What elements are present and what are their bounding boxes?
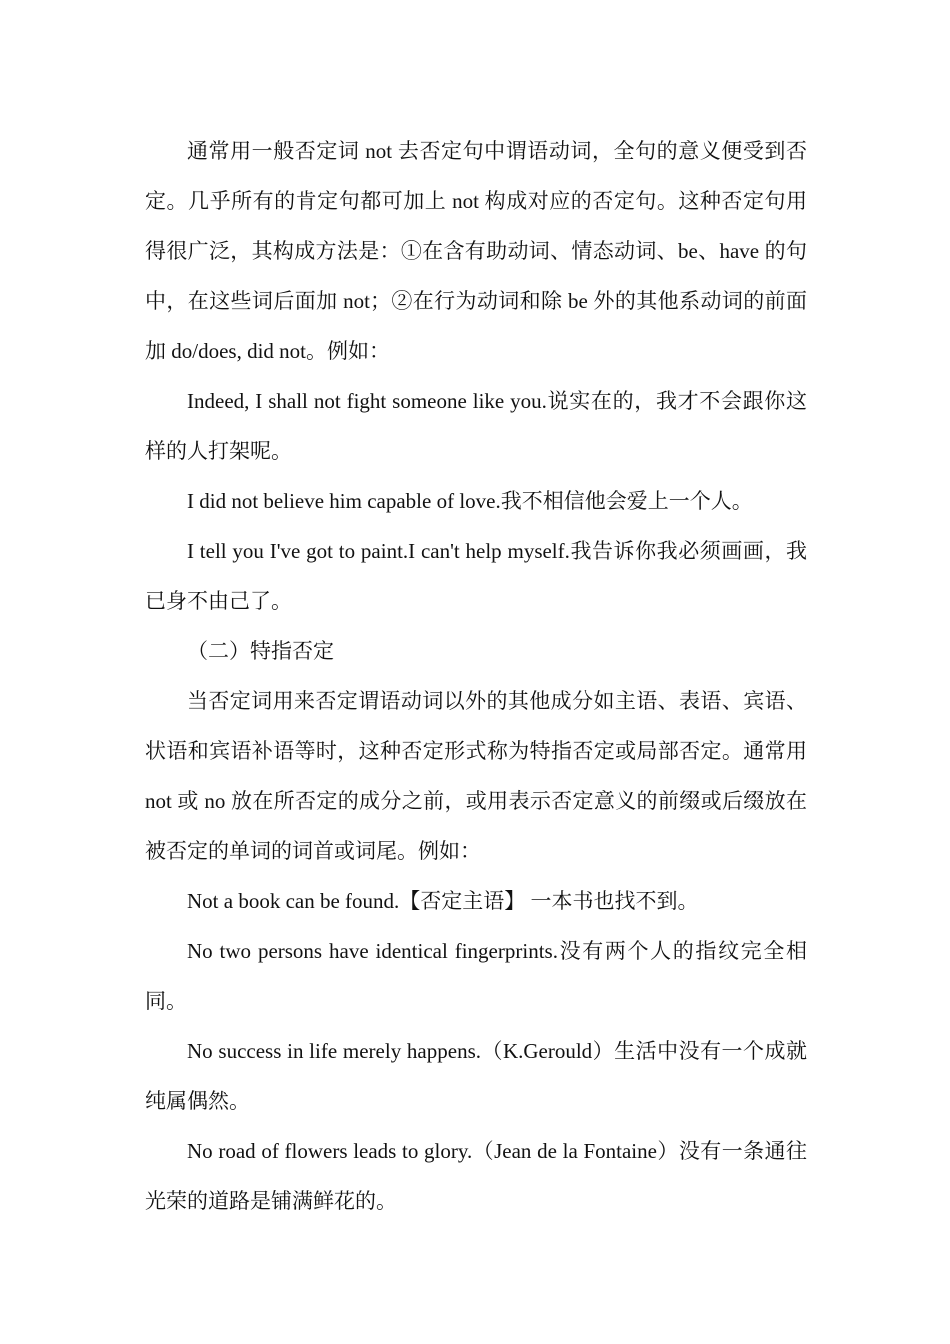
paragraph-example-success: No success in life merely happens.（K.Gerould）生活中没有一个成就纯属偶然。 bbox=[145, 1039, 807, 1113]
paragraph-special-negation-intro: 当否定词用来否定谓语动词以外的其他成分如主语、表语、宾语、状语和宾语补语等时，这种否定形式称为特指否定或局部否定。通常用 not 或 no 放在所否定的成分之前，或用表示否定意义的前缀或后缀放在被否定的单词的词首或词尾。例如： bbox=[145, 689, 807, 863]
document-page bbox=[145, 126, 807, 1226]
paragraph-example-glory: No road of flowers leads to glory.（Jean de la Fontaine）没有一条通往光荣的道路是铺满鲜花的。 bbox=[145, 1139, 807, 1213]
paragraph-general-negation-intro: 通常用一般否定词 not 去否定句中谓语动词，全句的意义便受到否定。几乎所有的肯定句都可加上 not 构成对应的否定句。这种否定句用得很广泛，其构成方法是：①在含有助动词、情态动词、be、have 的句中，在这些词后面加 not；②在行为动词和除 be 外的其他系动词的前面加 do/does, did not。例如： bbox=[145, 139, 807, 363]
paragraph-example-book: Not a book can be found.【否定主语】 一本书也找不到。 bbox=[187, 889, 699, 913]
section-heading-special-negation: （二）特指否定 bbox=[187, 639, 334, 663]
paragraph-example-love: I did not believe him capable of love.我不相信他会爱上一个人。 bbox=[187, 489, 753, 513]
paragraph-example-paint: I tell you I've got to paint.I can't help myself.我告诉你我必须画画，我已身不由己了。 bbox=[145, 539, 807, 613]
paragraph-example-fingerprints: No two persons have identical fingerprints.没有两个人的指纹完全相同。 bbox=[145, 939, 807, 1013]
paragraph-example-fight: Indeed, I shall not fight someone like you.说实在的，我才不会跟你这样的人打架呢。 bbox=[145, 389, 807, 463]
